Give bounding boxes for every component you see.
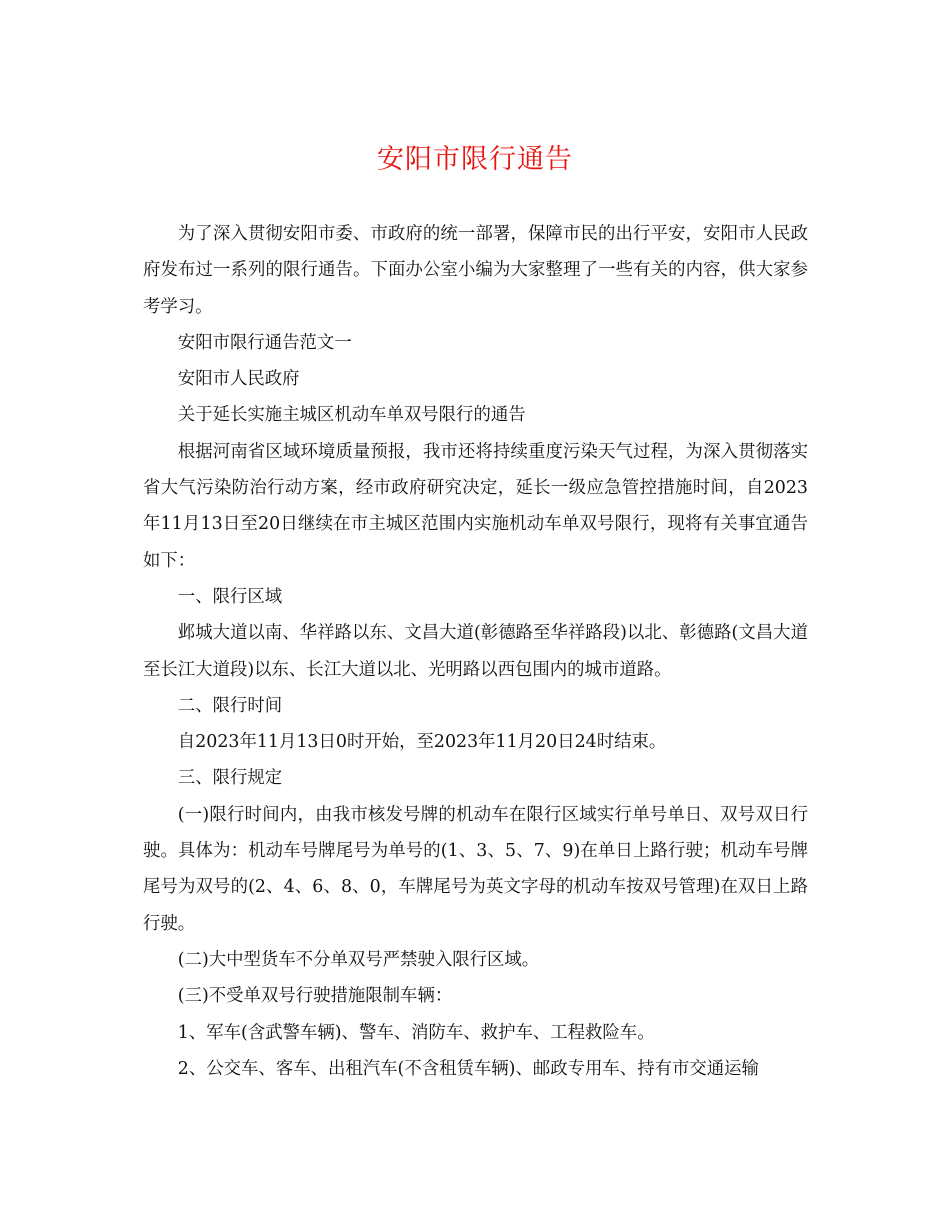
paragraph-intro: 为了深入贯彻安阳市委、市政府的统一部署，保障市民的出行平安，安阳市人民政府发布过一系列的限行通告。下面办公室小编为大家整理了一些有关的内容，供大家参考学习。 bbox=[143, 224, 808, 317]
document-body bbox=[143, 216, 808, 1087]
paragraph-section-rules: 三、限行规定 bbox=[177, 768, 283, 789]
paragraph-section-time: 二、限行时间 bbox=[177, 695, 283, 716]
document-title: 安阳市限行通告 bbox=[377, 144, 573, 175]
paragraph-sample-heading: 安阳市限行通告范文一 bbox=[177, 332, 352, 353]
paragraph-exempt-1: 1、军车(含武警车辆)、警车、消防车、救护车、工程救险车。 bbox=[177, 1022, 655, 1043]
paragraph-time-detail: 自2023年11月13日0时开始，至2023年11月20日24时结束。 bbox=[177, 732, 667, 753]
paragraph-section-area: 一、限行区域 bbox=[177, 586, 283, 607]
paragraph-notice-title: 关于延长实施主城区机动车单双号限行的通告 bbox=[177, 405, 526, 426]
paragraph-background: 根据河南省区域环境质量预报，我市还将持续重度污染天气过程，为深入贯彻落实省大气污染防治行动方案，经市政府研究决定，延长一级应急管控措施时间，自2023年11月13日至20日继续在市主城区范围内实施机动车单双号限行，现将有关事宜通告如下： bbox=[143, 441, 808, 571]
paragraph-issuer: 安阳市人民政府 bbox=[177, 369, 300, 390]
paragraph-rule-3: (三)不受单双号行驶措施限制车辆： bbox=[177, 986, 453, 1007]
paragraph-area-detail: 邺城大道以南、华祥路以东、文昌大道(彰德路至华祥路段)以北、彰德路(文昌大道至长江大道段)以东、长江大道以北、光明路以西包围内的城市道路。 bbox=[143, 623, 808, 680]
paragraph-rule-1: (一)限行时间内，由我市核发号牌的机动车在限行区域实行单号单日、双号双日行驶。具体为：机动车号牌尾号为单号的(1、3、5、7、9)在单日上路行驶；机动车号牌尾号为双号的(2、4、6、8、0，车牌尾号为英文字母的机动车按双号管理)在双日上路行驶。 bbox=[143, 804, 808, 934]
paragraph-rule-2: (二)大中型货车不分单双号严禁驶入限行区域。 bbox=[177, 949, 540, 970]
paragraph-exempt-2: 2、公交车、客车、出租汽车(不含租赁车辆)、邮政专用车、持有市交通运输 bbox=[177, 1058, 759, 1079]
